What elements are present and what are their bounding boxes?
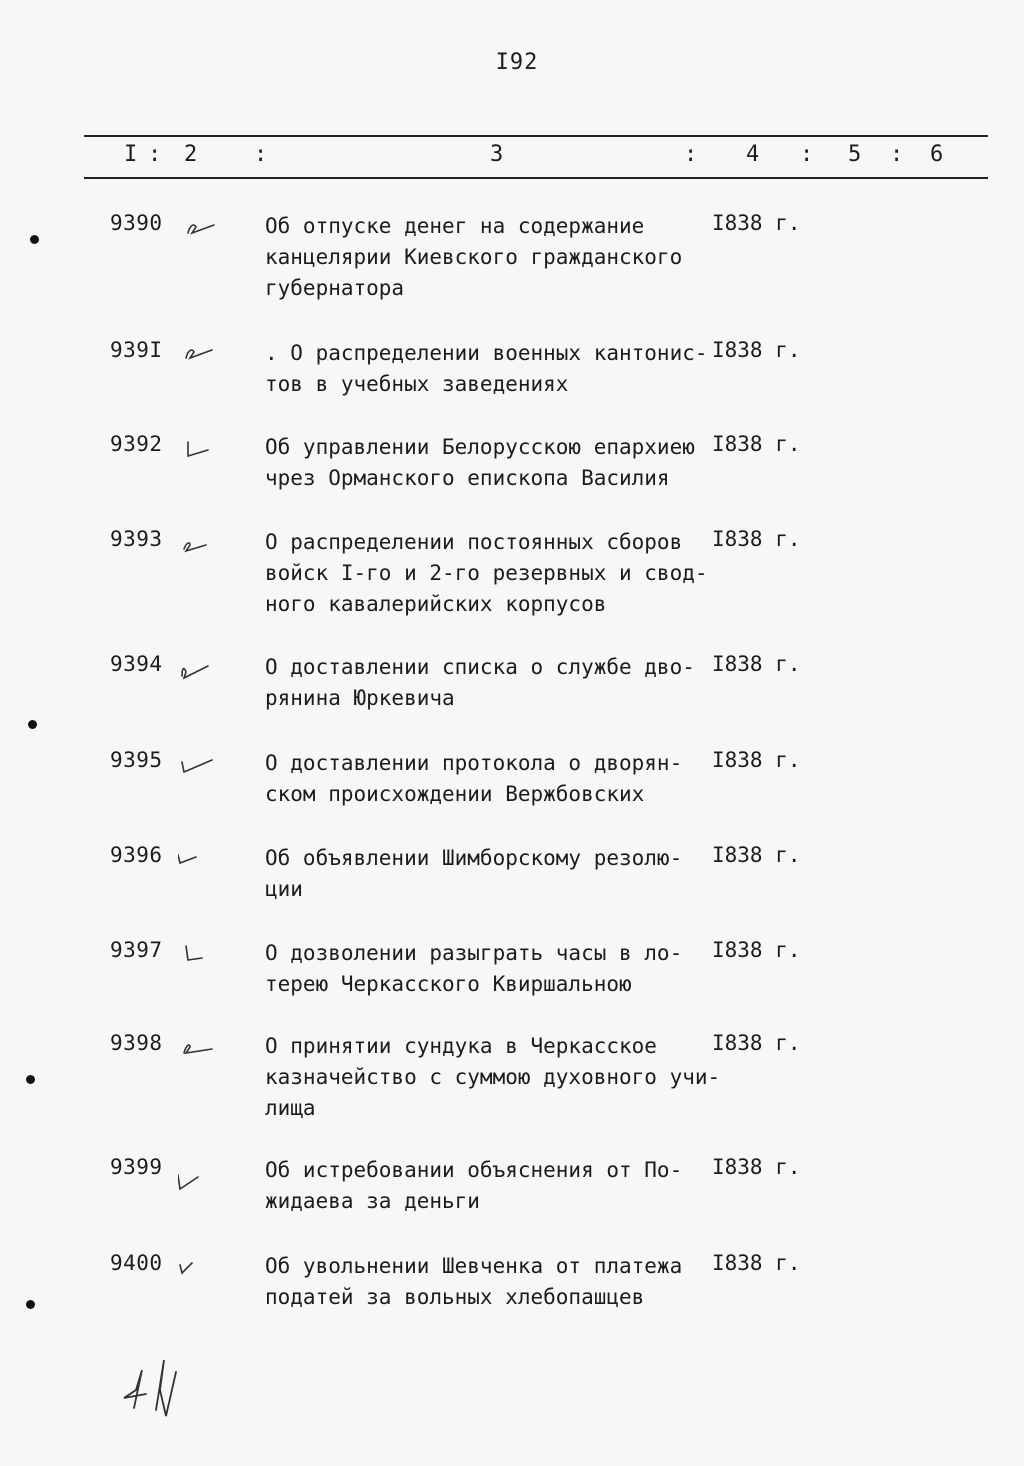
check-mark-icon	[178, 1031, 218, 1061]
check-mark-icon	[178, 1251, 218, 1281]
col-header-5: 5	[848, 142, 862, 167]
col-header-sep: :	[254, 142, 268, 167]
row-number: 939I	[110, 338, 163, 362]
row-description: О дозволении разыграть часы в ло- терею Черкасского Квиршальною	[265, 941, 683, 996]
check-mark-icon	[178, 527, 218, 557]
row-year: I838 г.	[712, 527, 801, 551]
row-number: 9400	[110, 1251, 163, 1275]
col-header-sep: :	[684, 142, 698, 167]
col-header-3: 3	[490, 142, 504, 167]
header-bottom-rule	[84, 177, 988, 179]
row-year: I838 г.	[712, 938, 801, 962]
row-description: Об увольнении Шевченка от платежа податей за вольных хлебопашцев	[265, 1254, 683, 1309]
check-mark-icon	[178, 652, 218, 682]
page-number: I92	[495, 50, 539, 75]
row-description: О доставлении списка о службе дво- рянина Юркевича	[265, 655, 695, 710]
col-header-4: 4	[746, 142, 760, 167]
punch-hole-mark	[28, 720, 37, 729]
check-mark-icon	[178, 748, 218, 778]
row-year: I838 г.	[712, 1251, 801, 1275]
punch-hole-mark	[30, 235, 39, 244]
row-description: Об управлении Белорусскою епархиею чрез Орманского епископа Василия	[265, 435, 695, 490]
col-header-2: 2	[184, 142, 198, 167]
row-number: 9393	[110, 527, 163, 551]
row-description: О доставлении протокола о дворян- ском происхождении Вержбовских	[265, 751, 683, 806]
row-number: 9390	[110, 211, 163, 235]
header-top-rule	[84, 135, 988, 137]
row-number: 9398	[110, 1031, 163, 1055]
row-number: 9396	[110, 843, 163, 867]
punch-hole-mark	[26, 1300, 35, 1309]
row-year: I838 г.	[712, 652, 801, 676]
row-number: 9399	[110, 1155, 163, 1179]
row-year: I838 г.	[712, 843, 801, 867]
row-description: Об истребовании объяснения от По- жидаева за деньги	[265, 1158, 683, 1213]
row-number: 9397	[110, 938, 163, 962]
row-year: I838 г.	[712, 211, 801, 235]
col-header-6: 6	[930, 142, 944, 167]
row-year: I838 г.	[712, 1031, 801, 1055]
check-mark-icon	[178, 938, 218, 968]
col-header-sep: :	[800, 142, 814, 167]
check-mark-icon	[178, 843, 218, 873]
row-year: I838 г.	[712, 1155, 801, 1179]
row-year: I838 г.	[712, 338, 801, 362]
handwritten-sheet-number-icon	[120, 1350, 180, 1420]
row-description: Об объявлении Шимборскому резолю- ции	[265, 846, 683, 901]
check-mark-icon	[178, 211, 218, 241]
row-number: 9392	[110, 432, 163, 456]
check-mark-icon	[178, 338, 218, 368]
row-description: . О распределении военных кантонис- тов в учебных заведениях	[265, 341, 708, 396]
row-number: 9395	[110, 748, 163, 772]
punch-hole-mark	[26, 1075, 35, 1084]
check-mark-icon	[178, 1167, 218, 1197]
col-header-1: I	[124, 142, 138, 167]
col-header-sep: :	[148, 142, 162, 167]
row-year: I838 г.	[712, 748, 801, 772]
row-number: 9394	[110, 652, 163, 676]
row-year: I838 г.	[712, 432, 801, 456]
row-description: О принятии сундука в Черкасское казначейство с суммою духовного учи- лища	[265, 1034, 721, 1120]
row-description: Об отпуске денег на содержание канцелярии Киевского гражданского губернатора	[265, 214, 683, 300]
col-header-sep: :	[890, 142, 904, 167]
row-description: О распределении постоянных сборов войск I-го и 2-го резервных и свод- ного кавалерийских корпусов	[265, 530, 708, 616]
check-mark-icon	[178, 432, 218, 462]
